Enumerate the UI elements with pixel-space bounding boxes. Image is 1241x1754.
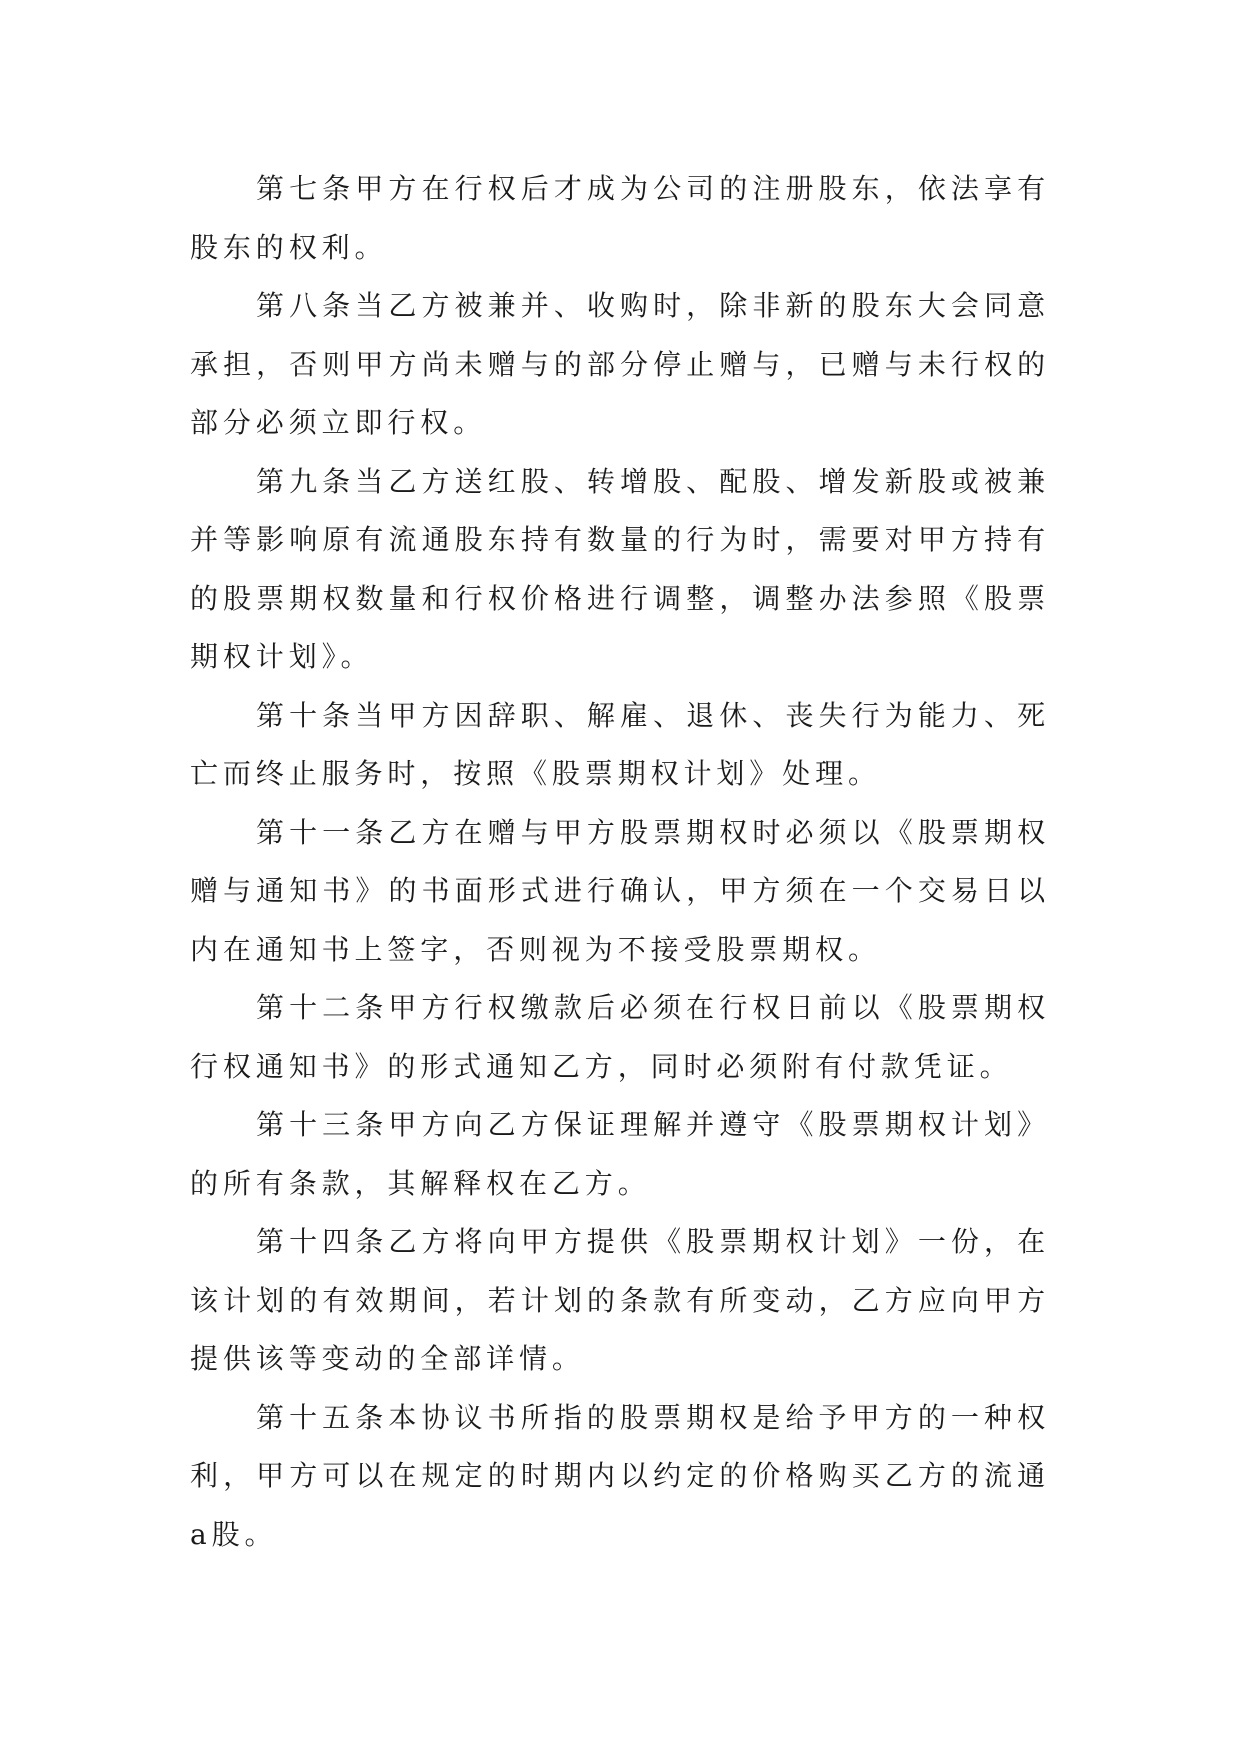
- article-8-paragraph: 第八条当乙方被兼并、收购时，除非新的股东大会同意承担，否则甲方尚未赠与的部分停止赠与，已赠与未行权的部分必须立即行权。: [190, 289, 1050, 439]
- article-10-paragraph: 第十条当甲方因辞职、解雇、退休、丧失行为能力、死亡而终止服务时，按照《股票期权计划》处理。: [190, 698, 1050, 790]
- article-13-paragraph: 第十三条甲方向乙方保证理解并遵守《股票期权计划》的所有条款，其解释权在乙方。: [190, 1108, 1050, 1200]
- article-14-paragraph: 第十四条乙方将向甲方提供《股票期权计划》一份，在该计划的有效期间，若计划的条款有所变动，乙方应向甲方提供该等变动的全部详情。: [190, 1225, 1050, 1375]
- article-7-paragraph: 第七条甲方在行权后才成为公司的注册股东，依法享有股东的权利。: [190, 172, 1050, 264]
- article-15-paragraph: 第十五条本协议书所指的股票期权是给予甲方的一种权利，甲方可以在规定的时期内以约定的价格购买乙方的流通a股。: [190, 1400, 1050, 1551]
- article-9-paragraph: 第九条当乙方送红股、转增股、配股、增发新股或被兼并等影响原有流通股东持有数量的行为时，需要对甲方持有的股票期权数量和行权价格进行调整，调整办法参照《股票期权计划》。: [190, 464, 1050, 673]
- article-11-paragraph: 第十一条乙方在赠与甲方股票期权时必须以《股票期权赠与通知书》的书面形式进行确认，甲方须在一个交易日以内在通知书上签字，否则视为不接受股票期权。: [190, 815, 1050, 966]
- document-body: [190, 160, 1050, 1564]
- article-12-paragraph: 第十二条甲方行权缴款后必须在行权日前以《股票期权行权通知书》的形式通知乙方，同时必须附有付款凭证。: [190, 991, 1050, 1083]
